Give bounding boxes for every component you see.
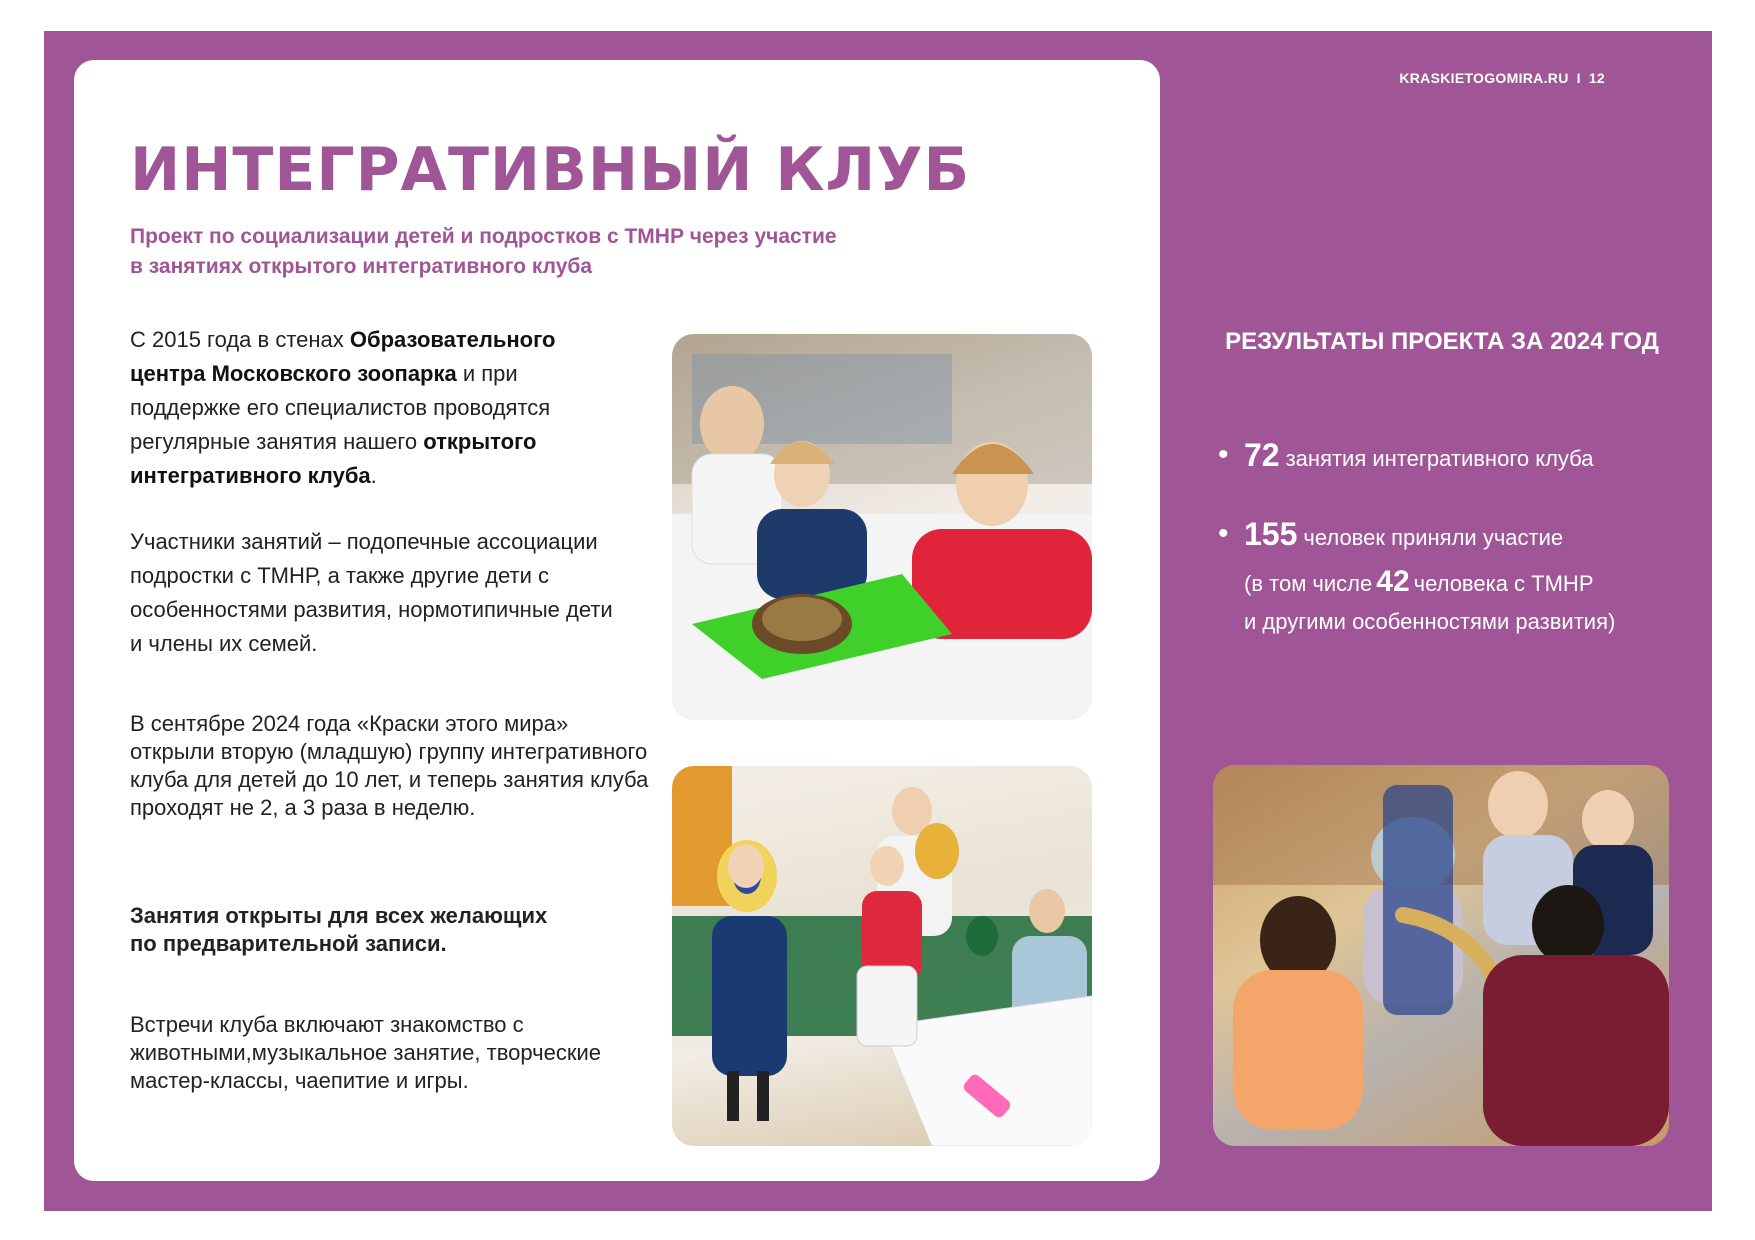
page-subtitle — [130, 222, 910, 282]
result-item-participants — [1218, 517, 1688, 641]
open-enrollment-line-2: по предварительной записи. — [130, 931, 447, 956]
photo-craft-class — [672, 766, 1092, 1146]
detail-text-a: (в том числе — [1244, 571, 1373, 596]
result-item-sessions — [1218, 438, 1688, 476]
photo-craft-illustration — [672, 766, 1092, 1146]
photo-snake-session — [1213, 765, 1669, 1146]
site-url[interactable]: KRASKIETOGOMIRA.RU — [1399, 70, 1569, 86]
subtitle-line-1: Проект по социализации детей и подростков с ТМНР через участие — [130, 225, 837, 248]
intro-bold-club: открытого интегративного клуба — [130, 429, 537, 488]
results-list — [1218, 438, 1688, 641]
result-sessions-text: занятия интегративного клуба — [1285, 446, 1594, 471]
detail-number: 42 — [1376, 565, 1410, 598]
participants-paragraph: Участники занятий – подопечные ассоциации подростки с ТМНР, а также другие дети с особенностями развития, нормотипичные дети и члены их семей. — [130, 529, 613, 656]
site-header — [1399, 70, 1605, 86]
results-title: РЕЗУЛЬТАТЫ ПРОЕКТА ЗА 2024 ГОД — [1225, 328, 1659, 355]
detail-text-c: и другими особенностями развития) — [1244, 609, 1616, 634]
detail-text-b: человека с ТМНР — [1413, 571, 1594, 596]
activities-paragraph: Встречи клуба включают знакомство с животными,музыкальное занятие, творческие мастер-классы, чаепитие и игры. — [130, 1012, 601, 1093]
header-separator: I — [1576, 70, 1581, 86]
new-group-paragraph: В сентябре 2024 года «Краски этого мира» открыли вторую (младшую) группу интегративного клуба для детей до 10 лет, и теперь занятия клуба проходят не 2, а 3 раза в неделю. — [130, 711, 649, 820]
open-enrollment-line-1: Занятия открыты для всех желающих — [130, 903, 548, 928]
open-enrollment-note — [130, 902, 630, 958]
result-sessions-number: 72 — [1244, 437, 1280, 473]
intro-paragraph — [130, 323, 630, 493]
result-participants-number: 155 — [1244, 516, 1298, 552]
page-title: ИНТЕГРАТИВНЫЙ КЛУБ — [130, 135, 971, 205]
intro-bold-zoo: Образовательного центра Московского зоопарка — [130, 327, 556, 386]
intro-text-2: и при поддержке его специалистов проводятся регулярные занятия нашего — [130, 361, 551, 454]
photo-snake-illustration — [1213, 765, 1669, 1146]
result-participants-detail — [1244, 563, 1688, 641]
intro-text-3: . — [370, 463, 377, 488]
page-number: 12 — [1588, 70, 1605, 86]
photo-tortoise-illustration — [672, 334, 1092, 720]
photo-tortoise-class — [672, 334, 1092, 720]
intro-text-1: С 2015 года в стенах — [130, 327, 350, 352]
subtitle-line-2: в занятиях открытого интегративного клуба — [130, 255, 593, 278]
result-participants-text: человек приняли участие — [1303, 525, 1564, 550]
